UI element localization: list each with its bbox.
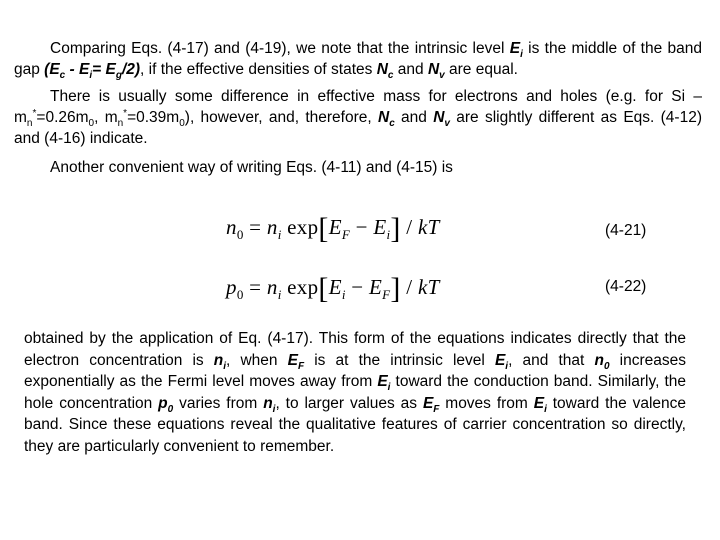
symbol-Ei: $E_i$ xyxy=(377,373,391,394)
symbol-EF: $E_F$ xyxy=(287,351,305,372)
symbol-Nc: $N_c$ xyxy=(377,109,395,130)
equation-electron-concentration: $n_0 = n_i$ $\exp[E_F - E_i]$ / kT xyxy=(226,212,440,245)
symbol-Nv: $N_v$ xyxy=(433,109,450,130)
symbol-Nc: $N_c$ xyxy=(376,61,394,82)
symbol-p0: $p_0$ xyxy=(158,394,174,415)
symbol-ni: $n_i$ xyxy=(213,351,227,372)
paragraph-intrinsic-level: Comparing Eqs. (4-17) and (4-19), we note that the intrinsic level $E_i$ is the middle of the band gap $(E_c - E_i= E_g/2)$, if the effective densities of states $N_c$ and $N_v$ are equal. xyxy=(14,40,703,82)
symbol-ni: $n_i$ xyxy=(263,394,276,415)
symbol-n0: $n_0$ xyxy=(594,351,610,372)
symbol-Ei: $E_i$ xyxy=(494,351,509,372)
equation-number-4-22: (4-22) xyxy=(605,278,647,295)
paragraph-intro-equations: Another convenient way of writing Eqs. (4-11) and (4-15) is xyxy=(50,159,453,176)
symbol-Ei: $E_i$ xyxy=(533,394,547,415)
equation-hole-concentration: $p_0 = n_i$ $\exp[E_i - E_F]$ / kT xyxy=(226,272,440,305)
symbol-EF: $E_F$ xyxy=(422,394,440,415)
symbol-Nv: $N_v$ xyxy=(427,61,445,82)
expression-band-gap: $(E_c - E_i= E_g/2)$ xyxy=(44,61,141,82)
paragraph-conclusion: obtained by the application of Eq. (4-17). This form of the equations indicates directly that the electron concentration is $n_i$, when $E_F$ is at the intrinsic level $E_i$, and that $n_0$ increases exponentially as the Fermi level moves away from $E_i$ toward the conduction band. Similarly, the hole concentration $p_0$ varies from $n_i$, to larger values as $E_F$ moves from $E_i$ toward the valence band. Since these equations reveal the qualitative features of carrier concentration so directly, they are particularly convenient to remember. xyxy=(24,330,687,455)
symbol-Ei: $E_i$ xyxy=(509,40,523,61)
paragraph-effective-mass: There is usually some difference in effective mass for electrons and holes (e.g. for $Si - m_n^*=0.26m_0$, $m_n^*=0.39m_0$), however, and, therefore, $N_c$ and $N_v$ are slightly different as Eqs. (4-12) and (4-16) indicate. xyxy=(14,88,702,147)
equation-number-4-21: (4-21) xyxy=(605,222,647,239)
